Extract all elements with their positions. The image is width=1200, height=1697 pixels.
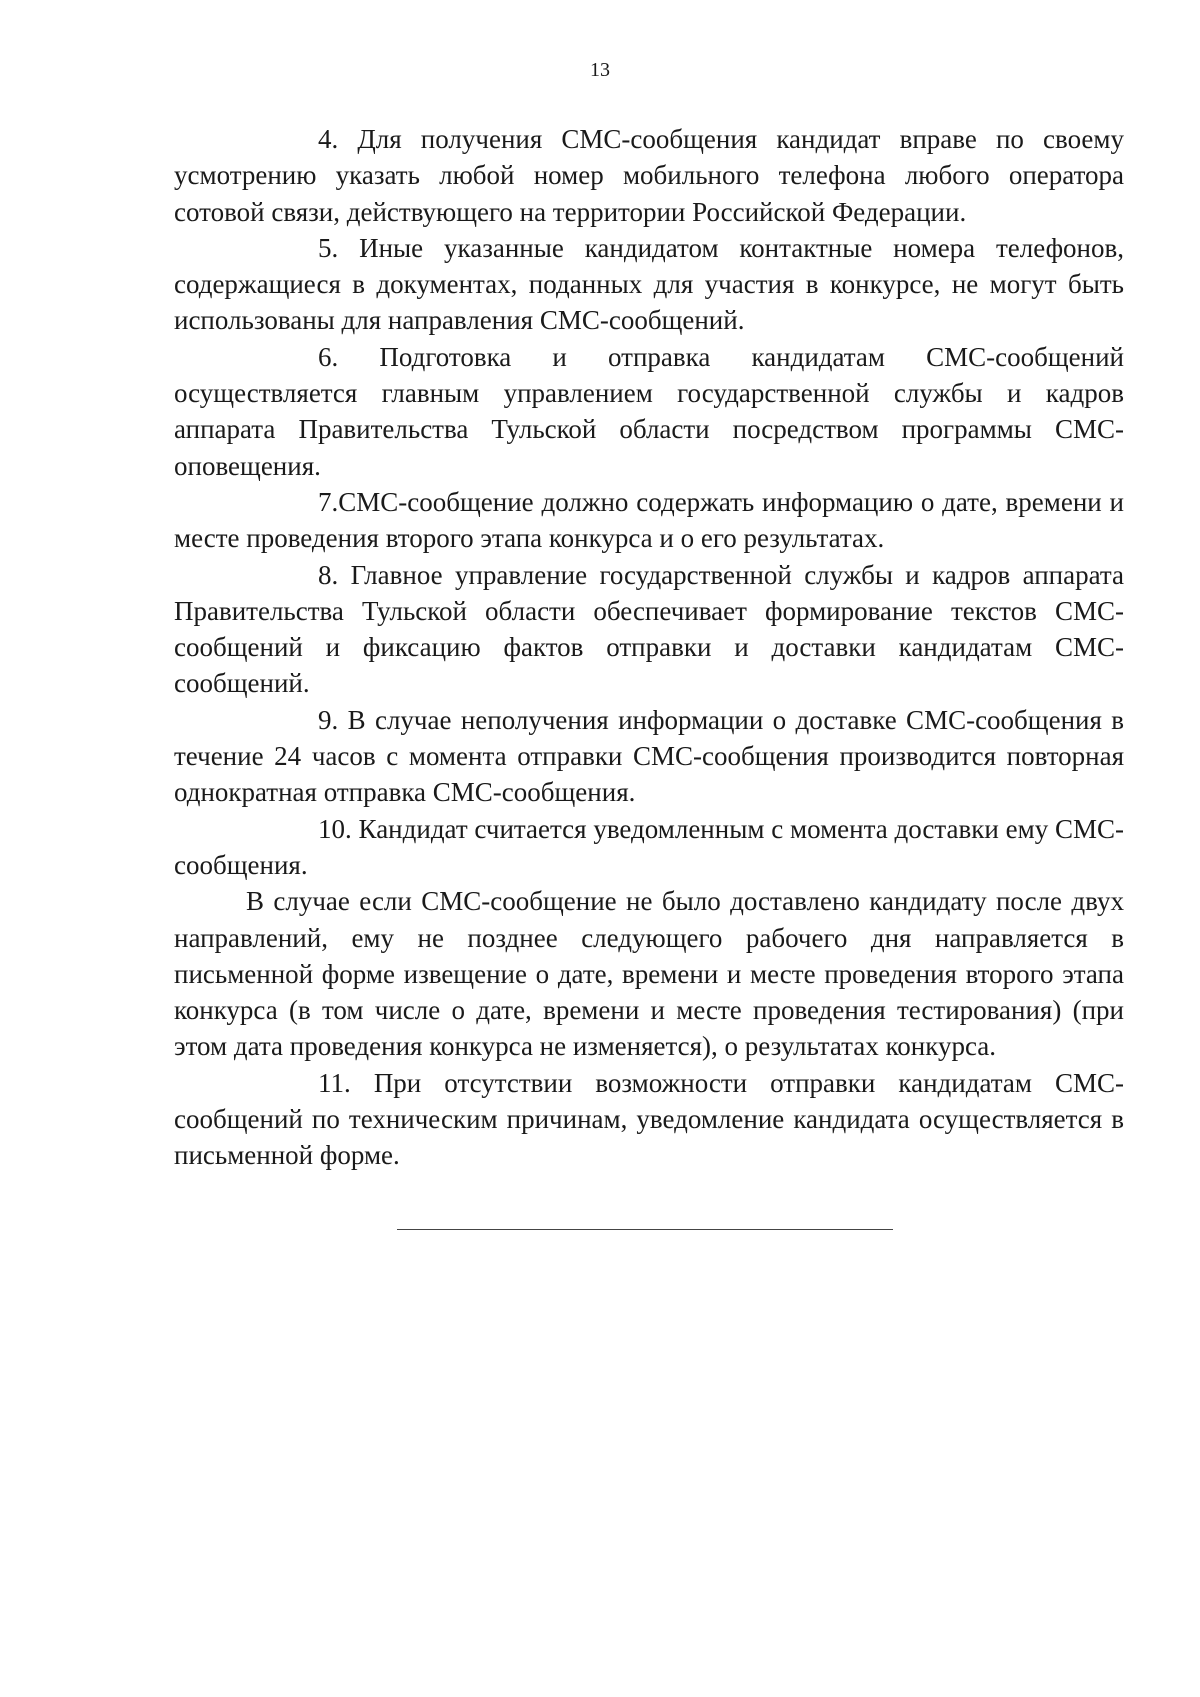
paragraph-4 bbox=[174, 121, 1124, 230]
paragraph-text: Кандидат считается уведомленным с момента доставки ему СМС-сообщения. bbox=[174, 813, 1124, 880]
paragraph-number: 10. bbox=[318, 813, 352, 844]
paragraph-6 bbox=[174, 339, 1124, 484]
paragraph-text: Подготовка и отправка кандидатам СМС-сообщений осуществляется главным управлением государственной службы и кадров аппарата Правительства Тульской области посредством программы СМС-оповещения. bbox=[174, 341, 1124, 481]
paragraph-number: 5. bbox=[318, 232, 339, 263]
paragraph-number: 9. bbox=[318, 704, 339, 735]
paragraph-number: 7. bbox=[318, 486, 339, 517]
paragraph-text: При отсутствии возможности отправки кандидатам СМС-сообщений по техническим причинам, уведомление кандидата осуществляется в письменной форме. bbox=[174, 1067, 1125, 1171]
paragraph-11 bbox=[174, 1065, 1124, 1174]
page-number: 13 bbox=[590, 59, 610, 81]
paragraph-text: Иные указанные кандидатом контактные номера телефонов, содержащиеся в документах, поданных для участия в конкурсе, не могут быть использованы для направления СМС-сообщений. bbox=[174, 232, 1125, 336]
paragraph-10 bbox=[174, 811, 1124, 884]
paragraph-8 bbox=[174, 557, 1124, 702]
paragraph-number: 4. bbox=[318, 124, 339, 154]
paragraph-10-continuation bbox=[174, 883, 1124, 1064]
paragraph-number: 6. bbox=[318, 341, 339, 372]
paragraph-number: 8. bbox=[318, 559, 339, 590]
paragraph-text: В случае неполучения информации о доставке СМС-сообщения в течение 24 часов с момента отправки СМС-сообщения производится повторная однократная отправка СМС-сообщения. bbox=[174, 704, 1124, 808]
end-of-document-rule bbox=[397, 1229, 893, 1230]
paragraph-7 bbox=[174, 484, 1124, 557]
paragraph-9 bbox=[174, 702, 1124, 811]
paragraph-text: Главное управление государственной службы и кадров аппарата Правительства Тульской области обеспечивает формирование текстов СМС-сообщений и фиксацию фактов отправки и доставки кандидатам СМС-сообщений. bbox=[174, 559, 1124, 699]
paragraph-text: В случае если СМС-сообщение не было доставлено кандидату после двух направлений, ему не позднее следующего рабочего дня направляется в письменной форме извещение о дате, времени и месте проведения второго этапа конкурса (в том числе о дате, времени и месте проведения тестирования) (при этом дата проведения конкурса не изменяется), о результатах конкурса. bbox=[174, 886, 1124, 1062]
paragraph-number: 11. bbox=[318, 1067, 351, 1098]
document-body bbox=[174, 121, 1124, 1174]
paragraph-text: Для получения СМС-сообщения кандидат вправе по своему усмотрению указать любой номер мобильного телефона любого оператора сотовой связи, действующего на территории Российской Федерации. bbox=[174, 124, 1125, 227]
paragraph-5 bbox=[174, 230, 1124, 339]
paragraph-text: СМС-сообщение должно содержать информацию о дате, времени и месте проведения второго этапа конкурса и о его результатах. bbox=[174, 486, 1124, 554]
